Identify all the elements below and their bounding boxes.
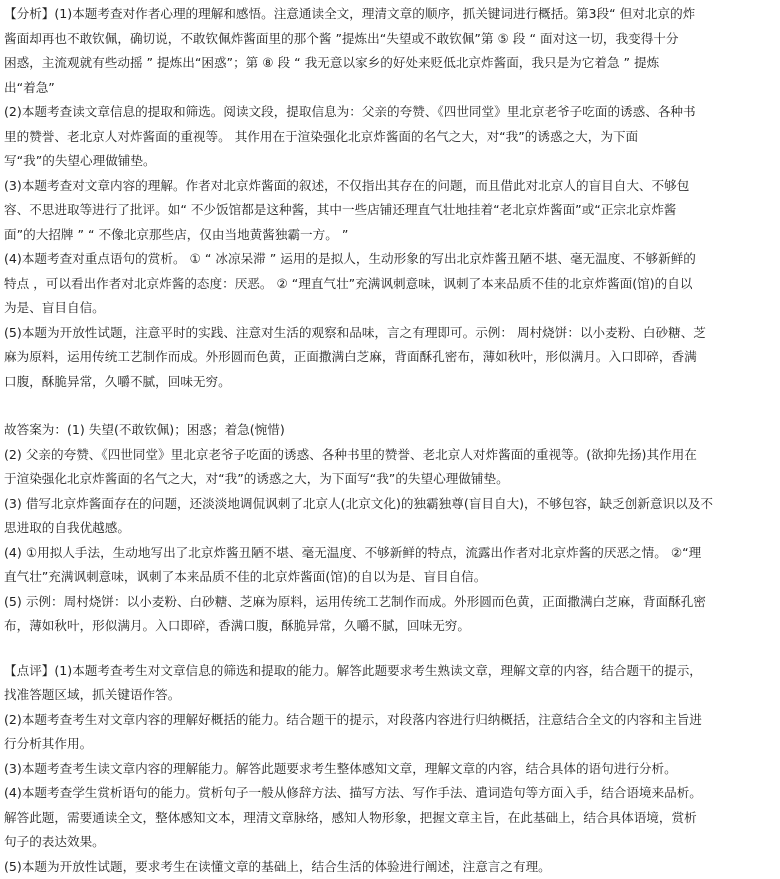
answer-section [4,418,780,639]
answer-line: 思进取的自我优越感。 [4,516,780,541]
answer-line: 布，薄如秋叶，形似满月。入口即碎，香满口腹，酥脆异常，久嚼不腻，回味无穷。 [4,614,780,639]
analysis-line: 特点 ，可以看出作者对北京炸酱的态度：厌恶。 ② “理直气壮”充满讽刺意味，讽刺了本来品质不佳的北京炸酱面(馆)的自以 [4,272,780,297]
analysis-line: (2)本题考查读文章信息的提取和筛选。阅读文段，提取信息为：父亲的夸赞、《四世同堂》里北京老爷子吃面的诱惑、各种书 [4,100,780,125]
answer-line: 直气壮”充满讽刺意味，讽刺了本来品质不佳的北京炸酱面(馆)的自以为是、盲目自信。 [4,565,780,590]
answer-line: (4) ①用拟人手法，生动地写出了北京炸酱丑陋不堪、毫无温度、不够新鲜的特点，流露出作者对北京炸酱的厌恶之情。 ②“理 [4,541,780,566]
analysis-line: 为是、盲目自信。 [4,296,780,321]
comment-line: 【点评】(1)本题考查考生对文章信息的筛选和提取的能力。解答此题要求考生熟读文章，理解文章的内容，结合题干的提示， [4,659,780,684]
analysis-line: 酱面却再也不敢钦佩，确切说，不敢钦佩炸酱面里的那个酱 ”提炼出“失望或不敢钦佩”第 ⑤ 段 “ 面对这一切，我变得十分 [4,27,780,52]
analysis-line: 容、不思进取等进行了批评。如“ 不少饭馆都是这种酱，其中一些店铺还理直气壮地挂着“老北京炸酱面”或“正宗北京炸酱 [4,198,780,223]
answer-line: (5) 示例：周村烧饼：以小麦粉、白砂糖、芝麻为原料，运用传统工艺制作而成。外形圆而色黄，正面撒满白芝麻，背面酥孔密 [4,590,780,615]
analysis-line: 出“着急” [4,76,780,101]
analysis-line: 写“我”的失望心理做铺垫。 [4,149,780,174]
comment-line: 找准答题区域，抓关键语作答。 [4,683,780,708]
answer-line: (3) 借写北京炸酱面存在的问题，还淡淡地调侃讽刺了北京人(北京文化)的独霸独尊(盲目自大)，不够包容，缺乏创新意识以及不 [4,492,780,517]
analysis-section [4,2,780,394]
section-spacer [4,639,780,659]
analysis-line: 【分析】(1)本题考查对作者心理的理解和感悟。注意通读全文，理清文章的顺序，抓关键词进行概括。第3段“ 但对北京的炸 [4,2,780,27]
comment-line: 行分析其作用。 [4,732,780,757]
comment-line: 解答此题，需要通读全文，整体感知文本，理清文章脉络，感知人物形象，把握文章主旨，在此基础上，结合具体语境，赏析 [4,806,780,831]
comment-line: 句子的表达效果。 [4,830,780,855]
comment-line: (4)本题考查学生赏析语句的能力。赏析句子一般从修辞方法、描写方法、写作手法、遣词造句等方面入手，结合语境来品析。 [4,781,780,806]
answer-line: (2) 父亲的夸赞、《四世同堂》里北京老爷子吃面的诱惑、各种书里的赞誉、老北京人对炸酱面的重视等。(欲抑先扬)其作用在 [4,443,780,468]
analysis-line: (4)本题考查对重点语句的赏析。 ① “ 冰凉呆滞 ” 运用的是拟人，生动形象的写出北京炸酱丑陋不堪、毫无温度、不够新鲜的 [4,247,780,272]
analysis-line: 困惑，主流观就有些动摇 ” 提炼出“困惑”；第 ⑧ 段 “ 我无意以家乡的好处来贬低北京炸酱面，我只是为它着急 ” 提炼 [4,51,780,76]
answer-line: 于渲染强化北京炸酱面的名气之大，对“我”的诱惑之大，为下面写“我”的失望心理做铺垫。 [4,467,780,492]
analysis-line: 口腹，酥脆异常，久嚼不腻，回味无穷。 [4,370,780,395]
comment-section [4,659,780,879]
analysis-line: 里的赞誉、老北京人对炸酱面的重视等。 其作用在于渲染强化北京炸酱面的名气之大，对“我”的诱惑之大，为下面 [4,125,780,150]
answer-line: 故答案为：(1) 失望(不敢钦佩)；困惑；着急(惋惜) [4,418,780,443]
comment-line: (3)本题考查考生读文章内容的理解能力。解答此题要求考生整体感知文章，理解文章的内容，结合具体的语句进行分析。 [4,757,780,782]
comment-line: (5)本题为开放性试题，要求考生在读懂文章的基础上，结合生活的体验进行阐述，注意言之有理。 [4,855,780,879]
analysis-line: (5)本题为开放性试题，注意平时的实践、注意对生活的观察和品味，言之有理即可。示例： 周村烧饼：以小麦粉、白砂糖、芝 [4,321,780,346]
analysis-line: 面”的大招牌 ” “ 不像北京那些店，仅由当地黄酱独霸一方。 ” [4,223,780,248]
section-spacer [4,394,780,418]
analysis-line: (3)本题考查对文章内容的理解。作者对北京炸酱面的叙述，不仅指出其存在的问题，而且借此对北京人的盲目自大、不够包 [4,174,780,199]
analysis-line: 麻为原料，运用传统工艺制作而成。外形圆而色黄，正面撒满白芝麻，背面酥孔密布，薄如秋叶，形似满月。入口即碎，香满 [4,345,780,370]
comment-line: (2)本题考查考生对文章内容的理解好概括的能力。结合题干的提示，对段落内容进行归纳概括，注意结合全文的内容和主旨进 [4,708,780,733]
